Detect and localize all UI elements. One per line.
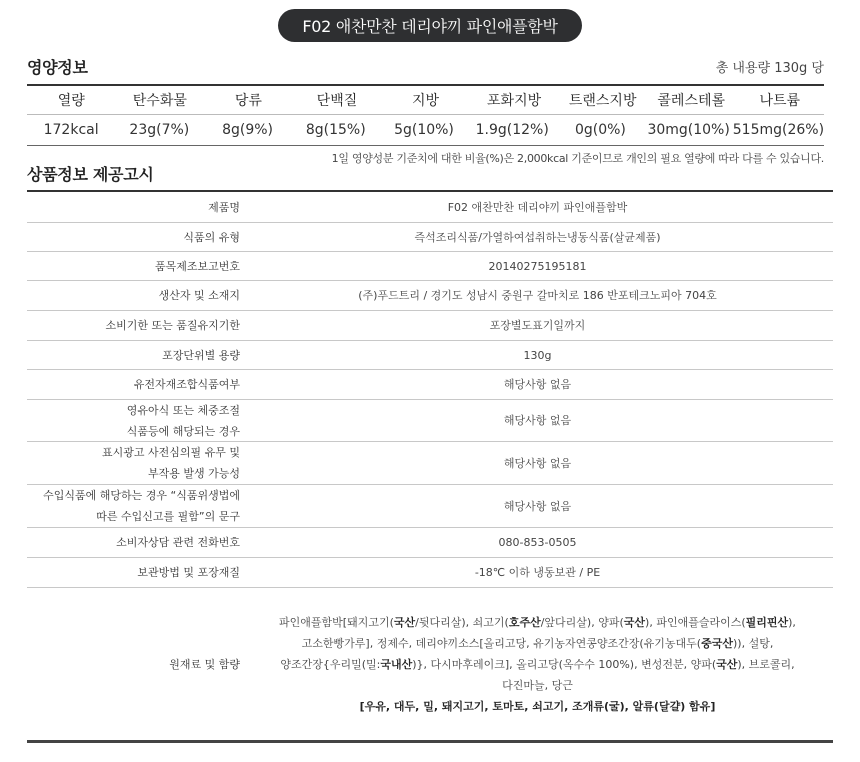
nutrition-value-cell: 30mg(10%) <box>647 122 730 138</box>
nutrition-table <box>27 84 824 146</box>
ingredient-text: 파인애플함박[돼지고기( <box>279 615 394 629</box>
ingredients-line <box>302 633 774 654</box>
product-info-table <box>27 190 833 743</box>
info-row <box>27 558 833 588</box>
nutrition-value-cell: 23g(7%) <box>129 122 190 138</box>
info-row-label-line: 포장단위별 용량 <box>162 348 240 362</box>
nutrition-value-row <box>27 115 824 145</box>
ingredient-text: 다진마늘, 당근 <box>502 678 573 692</box>
info-row-label <box>27 311 242 340</box>
info-row <box>27 528 833 558</box>
info-row-value: 해당사항 없음 <box>503 499 572 513</box>
ingredient-origin: 국내산 <box>380 657 413 671</box>
info-row-value: 해당사항 없음 <box>503 378 572 391</box>
info-row <box>27 400 833 442</box>
title-banner-wrap <box>0 9 860 42</box>
info-row <box>27 223 833 252</box>
info-row-label <box>27 341 242 369</box>
info-row-value: 해당사항 없음 <box>503 414 572 427</box>
info-row-value: 즉석조리식품/가열하여섭취하는냉동식품(살균제품) <box>414 230 661 244</box>
info-row-value: 080-853-0505 <box>498 536 577 549</box>
nutrition-value-cell: 8g(15%) <box>305 122 366 138</box>
nutrition-header-cell: 당류 <box>234 93 262 109</box>
nutrition-title: 영양정보 <box>27 58 88 77</box>
info-row <box>27 442 833 485</box>
info-row-label-line: 제품명 <box>208 200 240 214</box>
ingredient-origin: 국산 <box>623 615 646 629</box>
ingredient-text: 고소한빵가루], 정제수, 데리야끼소스[올리고당, 유기농자연콩양조간장(유기농대두( <box>301 636 702 650</box>
info-row <box>27 192 833 223</box>
info-row-label-line: 품목제조보고번호 <box>154 259 240 273</box>
info-row-label-line: 소비기한 또는 품질유지기한 <box>105 319 240 332</box>
info-row-label <box>27 442 242 484</box>
info-row-label-line: 소비자상담 관련 전화번호 <box>116 536 240 549</box>
info-row-label <box>27 485 242 527</box>
nutrition-value-cell: 515mg(26%) <box>732 122 825 138</box>
info-row-label-line: 표시광고 사전심의필 유무 및 <box>101 446 240 459</box>
info-row-label <box>27 281 242 310</box>
info-row-label <box>27 223 242 251</box>
nutrition-header-cell: 열량 <box>57 93 85 109</box>
nutrition-value-cell: 172kcal <box>43 122 99 138</box>
info-row-value: 해당사항 없음 <box>503 456 572 470</box>
product-info-title: 상품정보 제공고시 <box>27 165 154 184</box>
nutrition-value-cell: 0g(0%) <box>574 122 626 138</box>
info-row-value: (주)푸드트리 / 경기도 성남시 중원구 갈마치로 186 반포테크노피아 704호 <box>358 289 717 302</box>
info-row-label-line: 영유아식 또는 체중조절 <box>126 403 240 417</box>
info-row-label <box>27 528 242 557</box>
ingredient-origin: 중국산 <box>701 636 733 650</box>
nutrition-header-cell: 나트륨 <box>759 93 801 109</box>
nutrition-note: 1일 영양성분 기준치에 대한 비율(%)은 2,000kcal 기준이므로 개인의 필요 열량에 따라 다를 수 있습니다. <box>331 152 824 165</box>
info-row <box>27 252 833 281</box>
ingredient-origin: 필리핀산 <box>745 615 789 629</box>
ingredients-line <box>279 612 796 633</box>
nutrition-header-cell: 탄수화물 <box>132 93 187 109</box>
info-row-label <box>27 252 242 280</box>
nutrition-header-cell: 지방 <box>412 93 440 109</box>
info-row-label <box>27 192 242 222</box>
info-row-label-line: 보관방법 및 포장재질 <box>137 566 240 579</box>
info-row <box>27 370 833 400</box>
nutrition-header-cell: 단백질 <box>316 93 358 109</box>
ingredient-text: /뒷다리살), 쇠고기( <box>415 615 509 629</box>
info-row-label <box>27 400 242 441</box>
info-row-label-line: 유전자재조합식품여부 <box>133 378 240 391</box>
ingredient-text: )}, 다시마후레이크], 올리고당(옥수수 100%), 변성전분, 양파( <box>412 657 717 671</box>
info-row-value: 20140275195181 <box>488 259 587 273</box>
nutrition-header-row <box>27 86 824 115</box>
ingredients-label <box>27 588 242 740</box>
info-row <box>27 485 833 528</box>
nutrition-value-cell: 5g(10%) <box>394 122 454 138</box>
info-row-label <box>27 370 242 399</box>
ingredients-value <box>242 588 833 740</box>
ingredient-origin: 국산 <box>393 615 416 629</box>
info-row <box>27 311 833 341</box>
ingredients-line <box>280 654 794 675</box>
ingredient-text: 양조간장{우리밀(밀: <box>280 657 381 671</box>
nutrition-value-cell: 1.9g(12%) <box>475 122 549 138</box>
info-row-label-line: 생산자 및 소재지 <box>158 289 240 302</box>
ingredient-text: ), 브로콜리, <box>737 657 795 671</box>
nutrition-header-cell: 포화지방 <box>487 93 542 109</box>
ingredient-text: ), 파인애플슬라이스( <box>645 615 746 629</box>
info-row-label-line: 식품의 유형 <box>183 230 240 244</box>
nutrition-total-amount: 총 내용량 130g 당 <box>715 61 824 76</box>
info-row-label-line: 부작용 발생 가능성 <box>147 467 240 480</box>
nutrition-header-cell: 트랜스지방 <box>568 93 637 109</box>
nutrition-value-cell: 8g(9%) <box>222 122 274 138</box>
product-title-banner: F02 애찬만찬 데리야끼 파인애플함박 <box>278 9 581 42</box>
allergen-notice: [우유, 대두, 밀, 돼지고기, 토마토, 쇠고기, 조개류(굴), 알류(달걀) 함유] <box>359 699 716 713</box>
info-row <box>27 341 833 370</box>
ingredient-text: /앞다리살), 양파( <box>540 615 624 629</box>
info-row-value: 포장별도표기일까지 <box>489 319 586 332</box>
nutrition-header-cell: 콜레스테롤 <box>657 93 726 109</box>
ingredient-text: )), 설탕, <box>733 636 774 650</box>
ingredient-text: ), <box>788 615 796 629</box>
ingredients-label-text: 원재료 및 함량 <box>169 657 240 671</box>
ingredients-line <box>502 675 573 696</box>
info-row-value: F02 애찬만찬 데리야끼 파인애플함박 <box>447 200 628 214</box>
info-row-value: 130g <box>523 348 552 362</box>
info-row-label-line: 수입식품에 해당하는 경우 “식품위생법에 <box>43 489 240 502</box>
info-row-value: -18℃ 이하 냉동보관 / PE <box>474 566 601 579</box>
info-row-label-line: 따른 수입신고를 필함”의 문구 <box>96 510 240 523</box>
info-row-label <box>27 558 242 587</box>
info-row-label-line: 식품등에 해당되는 경우 <box>126 424 240 438</box>
ingredient-origin: 호주산 <box>508 615 541 629</box>
info-row <box>27 281 833 311</box>
nutrition-header <box>27 55 824 78</box>
ingredient-origin: 국산 <box>716 657 738 671</box>
ingredients-row <box>27 588 833 743</box>
